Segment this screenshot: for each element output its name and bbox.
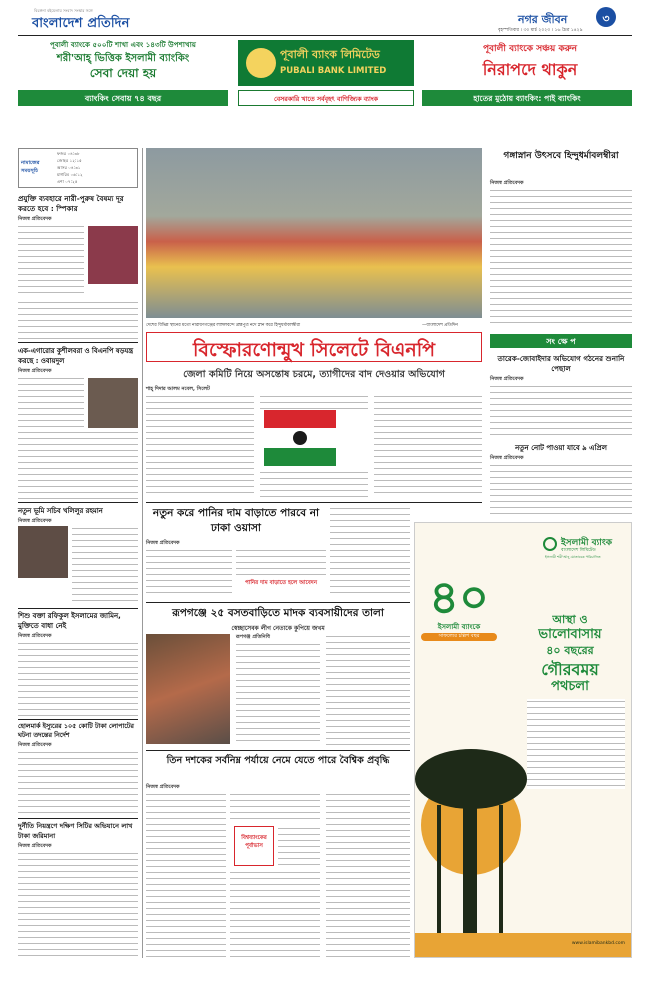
rupganj-byline: রূপগঞ্জ প্রতিনিধি [236,634,270,640]
divider [18,502,138,503]
slogan-line1: আস্থা ও [552,613,588,626]
story-5-body [18,750,138,816]
brief-2-headline: নতুন নোট পাওয়া যাবে ৯ এপ্রিল [515,444,607,452]
ganga-byline: নিজস্ব প্রতিবেদক [490,180,524,186]
rupganj-deck: স্বেচ্ছাসেবক লীগ নেতাকে কুপিয়ে জখম [231,625,325,632]
growth-body-col-3 [326,792,410,958]
brief-1-byline: নিজস্ব প্রতিবেদক [490,376,524,382]
story-4-body [18,641,138,717]
divider [18,342,138,343]
story-1-headline: প্রযুক্তি ব্যবহারে নারী-পুরুষ বৈষম্য দূর করতে হবে : স্পিকার [18,194,124,213]
khalilur-photo [18,526,68,578]
story-6-body [18,851,138,959]
story-6-headline: দুর্নীতি নিয়ন্ত্রণে দক্ষিণ সিটির অভিযানে লাখ টাকা জরিমানা [18,822,133,840]
story-5-headline: হোলমার্ক ইস্যুরের ১০৫ কোটি টাকা লোপাটের ঘটনা তদন্তের নির্দেশ [18,722,134,739]
lead-body-col-2-cont [260,470,368,498]
islami-bank-logo-bn: ইসলামী ব্যাংক [561,538,613,548]
masthead [18,6,632,34]
lead-deck: জেলা কমিটি নিয়ে অসন্তোষ চরমে, ত্যাগীদের বাদ দেওয়ার অভিযোগ [183,369,445,380]
wasa-headline: নতুন করে পানির দাম বাড়াতে পারবে না ঢাকা ওয়াসা [152,507,320,534]
prayer-times-label: নামাজের সময়সূচি [21,160,40,174]
divider [146,602,410,603]
growth-body-col-2 [230,792,320,822]
photo-credit: —বাংলাদেশ প্রতিদিন [422,323,458,328]
prayer-row-4: মাগরিব ০৬:১২ [57,172,83,177]
prayer-row-2: জোহর ১২:১৫ [57,158,82,163]
growth-body-col-2b [278,826,320,868]
ad-right-line2: নিরাপদে থাকুন [482,60,578,79]
pubali-name-en: PUBALI BANK LIMITED [280,66,387,76]
wasa-pullquote: পানির দাম বাড়াতে হলে আবেদন [245,580,317,586]
ad-strip-3-text: হাতের মুঠোয় ব্যাংকিং: পাই ব্যাংকিং [473,94,581,103]
injured-man-photo [146,634,230,744]
wasa-body-col-2 [236,548,326,578]
gangasnan-photo [146,148,482,318]
slogan-line4: গৌরবময় [541,660,599,679]
rupganj-headline: রূপগঞ্জে ২৫ বসতবাড়িতে মাদক ব্যবসায়ীদের তালা [172,607,384,619]
slogan-line3: ৪০ বছরের [546,644,594,657]
story-5-byline: নিজস্ব প্রতিবেদক [18,742,52,748]
ad-website[interactable]: www.islamibankbd.com [571,941,625,946]
issue-date: বৃহস্পতিবার । ৩০ মার্চ ২০২৩ । ১৬ চৈত্র ১৪২৯ [498,28,583,33]
growth-headline: তিন দশকের সর্বনিম্ন পর্যায়ে নেমে যেতে পারে বৈশ্বিক প্রবৃদ্ধি [166,755,390,766]
briefs-label: সং ক্ষে প [546,337,576,346]
page-number-value: ৩ [602,12,610,25]
islami-bank-logo-sub: ইসলামী শরী'আহ্ মোতাবেক পরিচালিত [545,555,601,559]
wasa-body-col-1 [146,548,232,596]
slogan-line2: ভালোবাসায় [538,627,602,642]
pubali-bank-ad [18,38,632,140]
rupganj-body-col-1 [236,642,320,746]
ad-left-line1: পূবালী ব্যাংকে ৫০০টি শাখা এবং ১৪৩টি উপশাখায় [49,40,197,49]
wasa-byline: নিজস্ব প্রতিবেদক [146,540,180,546]
growth-body-col-1 [146,792,226,958]
slogan-line5: পথচলা [551,679,589,694]
prayer-row-1: ফজর ০৪:৩৮ [57,151,80,156]
ad-left-line2: শরী'আহ্ ভিত্তিক ইসলামী ব্যাংকিং [56,53,190,64]
lead-body-col-3 [374,394,482,498]
ad-strip-2-text: বেসরকারি খাতে সর্ববৃহৎ বাণিজ্যিক ব্যাংক [274,96,378,103]
brief-2-body [490,463,632,517]
brief-2-byline: নিজস্ব প্রতিবেদক [490,455,524,461]
story-3-byline: নিজস্ব প্রতিবেদক [18,518,52,524]
column-rule [142,148,143,958]
lead-headline: বিস্ফোরণোন্মুখ সিলেটে বিএনপি [192,339,436,361]
story-2-body-cont [18,430,138,500]
divider [18,608,138,609]
islami-bank-ad [414,522,632,958]
story-4-headline: শিশু বক্তা রফিকুল ইসলামের জামিন, মুক্তিতে বাধা নেই [18,612,121,630]
photo-caption: দেশের বিভিন্ন স্থানের মতো নারায়ণগঞ্জের লাঙ্গলবন্দে ব্রহ্মপুত্র নদে স্নান করে হিন্দুধর্মাবলম্বীরা [146,323,301,328]
divider [18,719,138,720]
ganga-headline: গঙ্গাস্নান উৎসবে হিন্দুধর্মাবলম্বীরা [503,151,619,161]
wasa-body-col-3 [330,506,410,598]
obaidul-photo [88,378,138,428]
story-4-byline: নিজস্ব প্রতিবেদক [18,633,52,639]
story-2-headline: এক-এগারোর কুশীলবরা ও বিএনপি ষড়যন্ত্র করছে : ওবায়দুল [18,347,134,365]
anniversary-line2: সাফল্যের চল্লিশ বছর [421,633,497,641]
story-3-body [72,526,138,606]
islami-bank-logo-en: বাংলাদেশ লিমিটেড [561,548,596,553]
lead-body-col-1 [146,394,254,498]
story-1-body [18,224,84,298]
prayer-row-3: আসর ০৪:৩১ [57,165,81,170]
pubali-name-bn: পূবালী ব্যাংক লিমিটেড [280,48,380,61]
prayer-row-5: এশা ০৭:২৫ [57,179,78,184]
story-2-byline: নিজস্ব প্রতিবেদক [18,368,52,374]
lead-byline: শাহ্‌ দিদার আলম নবেল, সিলেট [146,386,210,392]
prayer-times-box [18,148,138,188]
ad-left-line3: সেবা দেয়া হয় [89,66,157,80]
speaker-photo [88,226,138,284]
ad-strip-1-text: ব্যাংকিং সেবায় ৭৪ বছর [84,94,162,103]
anniversary-line1: ইসলামী ব্যাংকে [437,623,481,631]
brief-1-body [490,384,632,438]
growth-byline: নিজস্ব প্রতিবেদক [146,784,180,790]
growth-pullquote: বিশ্বব্যাংকের পূর্বাভাস [241,835,267,849]
story-2-body [18,376,84,428]
section-name: নগর জীবন [518,13,568,26]
divider [18,818,138,819]
bnp-flag [264,410,336,466]
islami-bank-logo-icon [543,537,557,551]
story-1-byline: নিজস্ব প্রতিবেদক [18,216,52,222]
pubali-emblem-icon [246,48,276,78]
story-1-body-cont [18,300,138,340]
growth-body-col-2c [230,870,320,958]
lead-body-col-2 [260,394,368,410]
rupganj-body-col-2 [326,634,410,746]
masthead-tagline: বিরঙ্গনা বইমেলায় সংবাদ সংস্থার সঙ্গে [34,8,93,13]
story-6-byline: নিজস্ব প্রতিবেদক [18,843,52,849]
divider [146,502,482,503]
story-3-headline: নতুন ভূমি সচিব খলিলুর রহমান [18,507,103,515]
banyan-tree-illustration [415,719,527,949]
brief-1-headline: তারেক-জোবাইদার অভিযোগ গঠনের শুনানি পেছাল [497,354,625,373]
newspaper-logo: বাংলাদেশ প্রতিদিন [32,16,130,31]
anniversary-number: ৪০ [429,570,489,624]
divider [146,750,410,751]
masthead-rule [18,35,632,36]
ganga-body [490,188,632,326]
ad-right-line1: পূবালী ব্যাংকে সঞ্চয় করুন [482,44,578,54]
ad-body-text [527,699,625,789]
